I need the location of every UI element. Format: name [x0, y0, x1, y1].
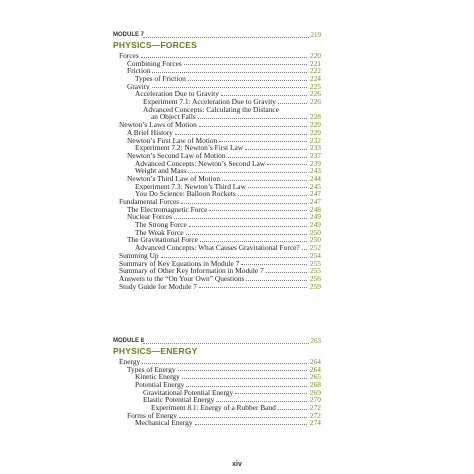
toc-entry-title: Kinetic Energy — [135, 372, 180, 382]
toc-entry-page: 247 — [309, 189, 321, 199]
leader-dots — [175, 134, 307, 135]
toc-entry-page: 270 — [309, 395, 321, 405]
toc-entry-page: 250 — [309, 227, 321, 237]
leader-dots — [186, 386, 307, 387]
toc-entry-title: Experiment 7.2: Newton’s First Law — [135, 143, 244, 153]
toc-entry-page: 237 — [309, 150, 321, 160]
leader-dots — [189, 226, 307, 227]
leader-dots — [188, 80, 307, 81]
toc-entry-page: 264 — [309, 364, 321, 374]
leader-dots — [179, 417, 307, 418]
toc-entry-title: Types of Friction — [135, 74, 186, 84]
toc-entry-title: Weight and Mass — [135, 166, 187, 176]
toc-entry-page: 239 — [309, 158, 321, 168]
toc-entry-page: 272 — [309, 403, 321, 413]
page-number: xiv — [232, 461, 242, 468]
toc-entry-page: 250 — [309, 235, 321, 245]
leader-dots — [195, 424, 307, 425]
toc-entry-title: Newton’s Laws of Motion — [119, 120, 197, 130]
toc-entry-page: 226 — [309, 89, 321, 99]
leader-dots — [222, 180, 307, 181]
leader-dots — [278, 103, 307, 104]
leader-dots — [199, 287, 307, 288]
entry-list — [113, 358, 321, 427]
toc-entry-title: Combining Forces — [127, 58, 182, 68]
module-label: MODULE 8 — [113, 338, 145, 344]
leader-dots — [245, 149, 307, 150]
toc-entry-page: 248 — [309, 204, 321, 214]
toc-entry-title: Summary of Key Equations in Module 7 — [119, 258, 240, 268]
leader-dots — [248, 187, 307, 188]
toc-entry-page: 249 — [309, 220, 321, 230]
leader-dots — [228, 157, 307, 158]
leader-dots — [161, 257, 307, 258]
toc-entry-title: Potential Energy — [135, 380, 185, 390]
toc-entry-title: Newton’s Second Law of Motion — [127, 150, 226, 160]
toc-entry-title: You Do Science: Balloon Rockets — [135, 189, 236, 199]
toc-entry — [113, 106, 321, 114]
toc-entry-title: The Electromagnetic Force — [127, 204, 208, 214]
toc-entry-page: 269 — [309, 387, 321, 397]
toc-entry-title: Forms of Energy — [127, 410, 177, 420]
toc-entry-page: 252 — [309, 243, 321, 253]
toc-entry-title: Mechanical Energy — [135, 418, 193, 428]
toc-entry-page: 265 — [309, 372, 321, 382]
toc-entry-page: 229 — [309, 127, 321, 137]
leader-dots — [152, 72, 307, 73]
leader-dots — [174, 218, 307, 219]
entry-list — [113, 52, 321, 290]
leader-dots — [200, 241, 307, 242]
toc-entry-page: 220 — [309, 50, 321, 60]
toc-entry-title: A Brief History — [127, 127, 173, 137]
toc-entry-title: Gravity — [127, 81, 150, 91]
toc-entry-title: Newton’s Third Law of Motion — [127, 173, 221, 183]
leader-dots — [241, 264, 307, 265]
module-title: PHYSICS—ENERGY — [113, 346, 198, 356]
leader-dots — [219, 141, 307, 142]
leader-dots — [186, 234, 307, 235]
toc-entry-title: Friction — [127, 66, 151, 76]
toc-entry-title: Experiment 7.3: Newton’s Third Law — [135, 181, 246, 191]
toc-entry-page: 255 — [309, 258, 321, 268]
toc-entry-page: 243 — [309, 166, 321, 176]
toc-entry-page: 228 — [309, 112, 321, 122]
toc-entry-title: Advanced Concepts: What Causes Gravitational Force? — [135, 243, 300, 253]
toc-entry-title: Energy — [119, 356, 141, 366]
toc-entry-title: The Gravitational Force — [127, 235, 199, 245]
toc-entry-title: Acceleration Due to Gravity — [135, 89, 219, 99]
toc-entry — [113, 283, 321, 291]
leader-dots — [143, 37, 309, 38]
leader-dots — [198, 118, 307, 119]
toc-entry-title: Summary of Other Key Information in Module 7 — [119, 266, 264, 276]
toc-entry-page: 247 — [309, 197, 321, 207]
toc-entry-page: 256 — [309, 273, 321, 283]
toc-entry-page: 259 — [309, 281, 321, 291]
toc-entry-page: 226 — [309, 97, 321, 107]
toc-entry-title: The Weak Force — [135, 227, 184, 237]
leader-dots — [216, 401, 307, 402]
leader-dots — [266, 272, 307, 273]
toc-entry-title: Nuclear Forces — [127, 212, 172, 222]
toc-entry-title: an Object Falls — [151, 112, 196, 122]
leader-dots — [209, 210, 307, 211]
module-7-section — [113, 31, 321, 290]
toc-entry-title: Study Guide for Module 7 — [119, 281, 198, 291]
toc-entry-title: Experiment 8.1: Energy of a Rubber Band — [151, 403, 276, 413]
toc-entry-title: Advanced Concepts: Newton’s Second Law — [135, 158, 266, 168]
toc-entry-title: Newton’s First Law of Motion — [127, 135, 218, 145]
leader-dots — [221, 95, 307, 96]
toc-entry-title: Answers to the “On Your Own” Questions — [119, 273, 245, 283]
module-7-header — [113, 31, 321, 40]
module-8-header — [113, 337, 321, 346]
toc-entry-page: 272 — [309, 410, 321, 420]
toc-entry-page: 229 — [309, 120, 321, 130]
leader-dots — [188, 172, 307, 173]
toc-entry-title: Elastic Potential Energy — [143, 395, 215, 405]
toc-entry-page: 249 — [309, 212, 321, 222]
toc-entry-page: 254 — [309, 250, 321, 260]
leader-dots — [152, 87, 307, 88]
leader-dots — [178, 370, 307, 371]
module-8-section — [113, 337, 321, 427]
leader-dots — [143, 343, 309, 344]
toc-entry-page: 222 — [309, 66, 321, 76]
toc-entry-page: 221 — [309, 58, 321, 68]
module-label: MODULE 7 — [113, 32, 145, 38]
toc-entry-page: 224 — [309, 74, 321, 84]
module-page: 219 — [310, 31, 321, 39]
toc-entry-page: 225 — [309, 81, 321, 91]
toc-entry-page: 245 — [309, 181, 321, 191]
toc-entry-title: Types of Energy — [127, 364, 176, 374]
leader-dots — [182, 378, 307, 379]
toc-entry-title: Forces — [119, 50, 139, 60]
toc-entry-title: Gravitational Potential Energy — [143, 387, 234, 397]
toc-entry — [113, 420, 321, 428]
toc-entry-page: 244 — [309, 173, 321, 183]
leader-dots — [184, 64, 307, 65]
toc-entry-page: 232 — [309, 135, 321, 145]
leader-dots — [246, 280, 307, 281]
toc-entry-title: Advanced Concepts: Calculating the Distance — [143, 104, 279, 114]
toc-entry-page: 255 — [309, 266, 321, 276]
toc-entry-page: 268 — [309, 380, 321, 390]
module-title: PHYSICS—FORCES — [113, 40, 198, 50]
module-page: 263 — [310, 337, 321, 345]
leader-dots — [181, 203, 307, 204]
leader-dots — [267, 164, 307, 165]
leader-dots — [235, 393, 307, 394]
leader-dots — [141, 57, 307, 58]
toc-entry-title: Fundamental Forces — [119, 197, 180, 207]
toc-entry-page: 274 — [309, 418, 321, 428]
leader-dots — [142, 363, 307, 364]
toc-entry-page: 233 — [309, 143, 321, 153]
toc-entry-title: The Strong Force — [135, 220, 187, 230]
toc-entry-page: 264 — [309, 356, 321, 366]
leader-dots — [278, 409, 307, 410]
toc-entry-title: Summing Up — [119, 250, 159, 260]
leader-dots — [302, 249, 307, 250]
toc-entry-title: Experiment 7.1: Acceleration Due to Gravity — [143, 97, 276, 107]
leader-dots — [199, 126, 307, 127]
leader-dots — [238, 195, 307, 196]
